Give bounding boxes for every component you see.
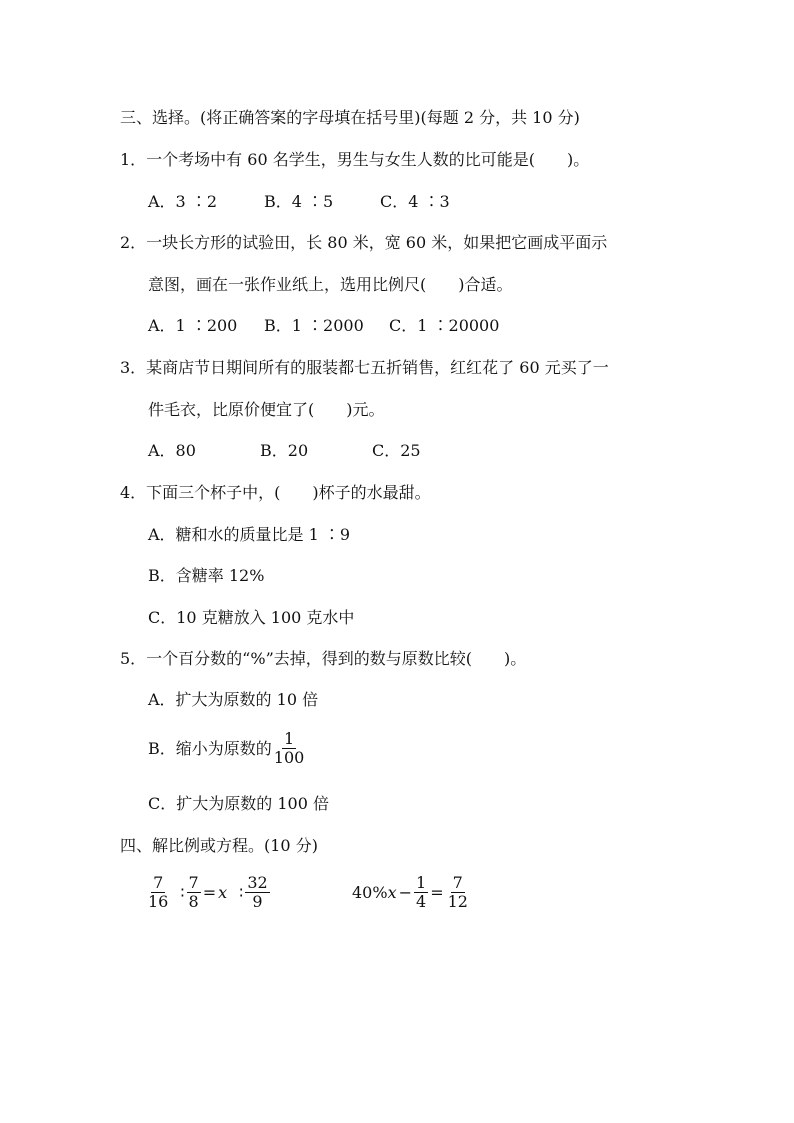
q2-option-a: A．1 ∶200 [148,316,238,335]
question-2-text-line2: 意图，画在一张作业纸上，选用比例尺( )合适。 [148,275,513,294]
q4-option-b: B．含糖率 12% [148,566,265,585]
eq2-equals: = [430,883,444,902]
q5-option-b-fraction [272,730,307,767]
q2-option-c: C．1 ∶20000 [389,316,500,335]
q1-option-a: A．3 ∶2 [148,192,218,211]
fraction-numerator: 7 [188,873,199,892]
section3-heading: 三、选择。(将正确答案的字母填在括号里)(每题 2 分，共 10 分) [120,108,580,127]
q2-option-b: B．1 ∶2000 [264,316,364,335]
question-2-text-line1: 2．一块长方形的试验田，长 80 米，宽 60 米，如果把它画成平面示 [120,233,608,252]
eq1-fraction-a [146,874,170,911]
fraction-denominator: 16 [148,892,169,911]
fraction-numerator: 32 [247,873,268,892]
q5-option-b-text: B．缩小为原数的 [148,738,272,758]
fraction-numerator: 1 [283,729,295,748]
eq1-colon-1: ∶ [180,883,185,902]
q5-option-b [148,730,306,767]
q4-option-a: A．糖和水的质量比是 1 ∶9 [148,525,351,544]
equation-2 [352,874,470,911]
question-3-text-line2: 件毛衣，比原价便宜了( )元。 [148,400,385,419]
fraction-denominator: 12 [447,892,468,911]
fraction-numerator: 1 [416,873,427,892]
eq2-fraction-a [414,874,428,911]
eq1-variable-x: x [218,883,228,902]
fraction-denominator: 100 [273,748,305,767]
fraction-denominator: 9 [252,892,263,911]
q1-option-b: B．4 ∶5 [264,192,334,211]
eq2-fraction-b [446,874,470,911]
q4-option-c: C．10 克糖放入 100 克水中 [148,608,355,627]
eq2-percent: 40% [352,883,388,902]
eq1-equals: = [202,883,217,902]
q5-option-a: A．扩大为原数的 10 倍 [148,690,319,709]
fraction-numerator: 7 [452,873,463,892]
question-1-text: 1．一个考场中有 60 名学生，男生与女生人数的比可能是( )。 [120,150,590,169]
q3-option-a: A．80 [148,441,196,460]
q1-option-c: C．4 ∶3 [380,192,450,211]
eq1-fraction-b [187,874,201,911]
fraction-numerator: 7 [153,873,164,892]
fraction-denominator: 4 [416,892,427,911]
equation-1 [146,874,270,911]
question-5-text: 5．一个百分数的“%”去掉，得到的数与原数比较( )。 [120,649,527,668]
eq1-colon-2: ∶ [239,883,244,902]
question-4-text: 4．下面三个杯子中，( )杯子的水最甜。 [120,483,431,502]
eq1-fraction-c [245,874,269,911]
q3-option-b: B．20 [260,441,309,460]
eq2-variable-x: x [387,883,397,902]
q3-option-c: C．25 [372,441,421,460]
section4-heading: 四、解比例或方程。(10 分) [120,836,318,855]
q5-option-c: C．扩大为原数的 100 倍 [148,794,329,813]
fraction-denominator: 8 [188,892,199,911]
eq2-minus: − [398,883,412,902]
question-3-text-line1: 3．某商店节日期间所有的服装都七五折销售，红红花了 60 元买了一 [120,358,609,377]
